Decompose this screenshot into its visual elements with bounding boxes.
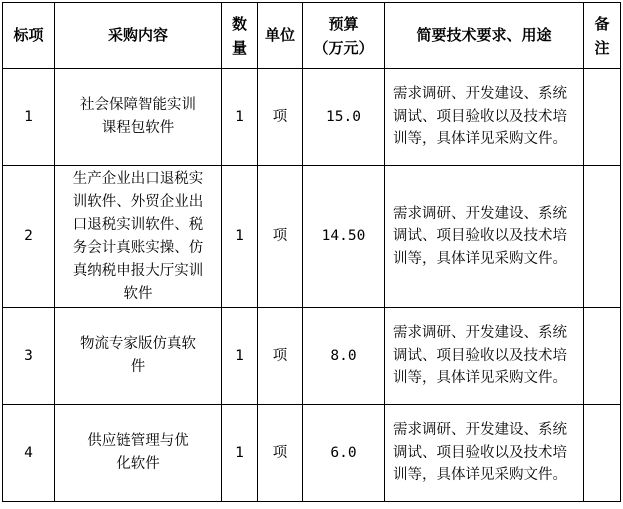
table-row xyxy=(3,166,621,308)
cell-content: 供应链管理与优化软件 xyxy=(55,405,222,502)
header-remark-line1: 备 xyxy=(594,14,610,33)
cell-budget: 6.0 xyxy=(303,405,385,502)
cell-lot: 3 xyxy=(3,308,55,405)
cell-requirements: 需求调研、开发建设、系统调试、项目验收以及技术培训等，具体详见采购文件。 xyxy=(385,405,584,502)
cell-unit: 项 xyxy=(258,405,303,502)
header-lot: 标项 xyxy=(3,3,55,69)
header-remark xyxy=(584,3,621,69)
cell-quantity: 1 xyxy=(222,69,258,166)
cell-remark xyxy=(584,308,621,405)
cell-remark xyxy=(584,166,621,308)
table-row xyxy=(3,69,621,166)
cell-quantity: 1 xyxy=(222,405,258,502)
cell-content: 物流专家版仿真软件 xyxy=(55,308,222,405)
header-row xyxy=(3,3,621,69)
cell-content: 社会保障智能实训课程包软件 xyxy=(55,69,222,166)
cell-budget: 15.0 xyxy=(303,69,385,166)
cell-remark xyxy=(584,405,621,502)
cell-lot: 4 xyxy=(3,405,55,502)
header-quantity xyxy=(222,3,258,69)
cell-content: 生产企业出口退税实训软件、外贸企业出口退税实训软件、税务会计真账实操、仿真纳税申报大厅实训软件 xyxy=(55,166,222,308)
header-budget-line2: （万元） xyxy=(313,38,374,57)
header-unit: 单位 xyxy=(258,3,303,69)
header-budget xyxy=(303,3,385,69)
cell-unit: 项 xyxy=(258,166,303,308)
header-remark-line2: 注 xyxy=(594,38,610,57)
cell-quantity: 1 xyxy=(222,308,258,405)
header-quantity-line2: 量 xyxy=(231,38,247,57)
cell-lot: 1 xyxy=(3,69,55,166)
cell-budget: 8.0 xyxy=(303,308,385,405)
cell-quantity: 1 xyxy=(222,166,258,308)
cell-requirements: 需求调研、开发建设、系统调试、项目验收以及技术培训等，具体详见采购文件。 xyxy=(385,308,584,405)
cell-budget: 14.50 xyxy=(303,166,385,308)
cell-unit: 项 xyxy=(258,69,303,166)
header-budget-line1: 预算 xyxy=(328,14,359,33)
cell-lot: 2 xyxy=(3,166,55,308)
table-row xyxy=(3,308,621,405)
cell-remark xyxy=(584,69,621,166)
cell-requirements: 需求调研、开发建设、系统调试、项目验收以及技术培训等，具体详见采购文件。 xyxy=(385,166,584,308)
procurement-table xyxy=(2,2,621,502)
header-quantity-line1: 数 xyxy=(231,14,247,33)
table-row xyxy=(3,405,621,502)
cell-requirements: 需求调研、开发建设、系统调试、项目验收以及技术培训等，具体详见采购文件。 xyxy=(385,69,584,166)
header-content: 采购内容 xyxy=(55,3,222,69)
cell-unit: 项 xyxy=(258,308,303,405)
header-requirements: 简要技术要求、用途 xyxy=(385,3,584,69)
